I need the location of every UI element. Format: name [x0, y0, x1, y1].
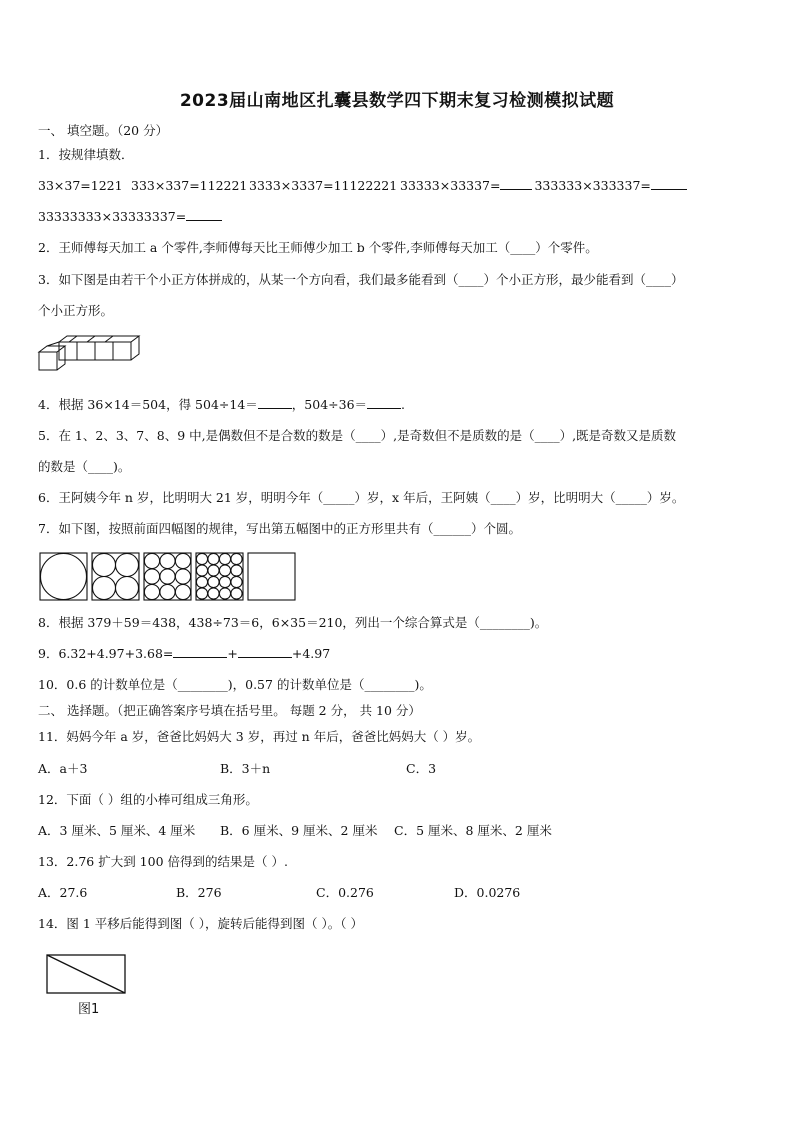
q4-blank-2[interactable]	[367, 396, 401, 409]
q9-blank-1[interactable]	[173, 645, 227, 658]
q1-blank-2[interactable]	[651, 177, 687, 190]
q9-blank-2[interactable]	[238, 645, 292, 658]
q9-part-a: 9．6.32+4.97+3.68=	[38, 646, 174, 661]
q1-sequence-2	[38, 208, 222, 226]
circle-pattern-figure	[39, 552, 297, 602]
q12-text: 12．下面（ ）组的小棒可组成三角形。	[38, 792, 258, 807]
q1-text: 1．按规律填数．	[38, 147, 134, 162]
q4-part-a: 4．根据 36×14＝504，得 504÷14＝	[38, 397, 258, 412]
q1-blank-1[interactable]	[500, 177, 532, 190]
q5-line2: 的数是（____)。	[38, 459, 131, 474]
q11-text: 11．妈妈今年 a 岁，爸爸比妈妈大 3 岁，再过 n 年后，爸爸比妈妈大（ ）岁。	[38, 729, 481, 744]
q10-text: 10．0.6 的计数单位是（________)，0.57 的计数单位是（________)。	[38, 677, 432, 692]
section1-heading: 一、 填空题。（20 分）	[38, 123, 169, 138]
q12-option-b[interactable]: B．6 厘米、9 厘米、2 厘米	[220, 823, 378, 838]
q1-seq-3: 3333×3337=11122221	[249, 178, 398, 193]
q11-option-b[interactable]: B．3＋n	[220, 761, 271, 776]
q13-text: 13．2.76 扩大到 100 倍得到的结果是（ ）.	[38, 854, 288, 869]
q13-option-a[interactable]: A．27.6	[38, 885, 88, 900]
q1-seq-1: 33×37=1221	[38, 178, 123, 193]
cube-stack-figure	[37, 334, 141, 374]
q1-seq-6: 33333333×33333337=	[38, 209, 187, 224]
q1-seq-2: 333×337=112221	[131, 178, 248, 193]
q8-text: 8．根据 379＋59＝438，438÷73＝6，6×35＝210，列出一个综合算式是（________)。	[38, 615, 548, 630]
q1-seq-4: 33333×33337=	[400, 178, 501, 193]
q6-text: 6．王阿姨今年 n 岁，比明明大 21 岁，明明今年（_____）岁，x 年后，王阿姨（____）岁，比明明大（_____）岁。	[38, 490, 685, 505]
section2-heading: 二、 选择题。（把正确答案序号填在括号里。 每题 2 分， 共 10 分）	[38, 703, 421, 718]
q9-text	[38, 645, 330, 663]
q2-text: 2．王师傅每天加工 a 个零件,李师傅每天比王师傅少加工 b 个零件,李师傅每天加工（____）个零件。	[38, 240, 598, 255]
q13-option-c[interactable]: C．0.276	[316, 885, 374, 900]
q7-text: 7．如下图，按照前面四幅图的规律，写出第五幅图中的正方形里共有（______）个圆。	[38, 521, 521, 536]
page-title: 2023届山南地区扎囊县数学四下期末复习检测模拟试题	[179, 91, 615, 111]
q12-option-c[interactable]: C．5 厘米、8 厘米、2 厘米	[394, 823, 552, 838]
q13-options	[38, 884, 520, 902]
q12-options	[38, 822, 552, 840]
q11-option-c[interactable]: C．3	[406, 761, 437, 776]
q11-option-a[interactable]: A．a＋3	[38, 761, 88, 776]
q13-option-b[interactable]: B．276	[176, 885, 222, 900]
q1-seq-5: 333333×333337=	[534, 178, 651, 193]
q12-option-a[interactable]: A．3 厘米、5 厘米、4 厘米	[38, 823, 196, 838]
q1-sequence	[38, 177, 687, 195]
q13-option-d[interactable]: D．0.0276	[454, 885, 521, 900]
figure-1-rectangle	[46, 954, 128, 996]
q11-options	[38, 760, 436, 778]
q9-part-b: +	[227, 646, 238, 661]
q4-part-c: .	[401, 397, 406, 412]
q4-text	[38, 396, 405, 414]
q14-text: 14．图 1 平移后能得到图（ ），旋转后能得到图（ ）。（ ）	[38, 916, 363, 931]
q3-line1: 3．如下图是由若干个小正方体拼成的，从某一个方向看，我们最多能看到（____）个小正方形，最少能看到（____）	[38, 272, 684, 287]
q1-blank-3[interactable]	[186, 208, 222, 221]
q9-part-c: +4.97	[291, 646, 331, 661]
figure-1-label: 图1	[78, 1002, 100, 1017]
q4-part-b: ，504÷36＝	[291, 397, 368, 412]
q5-line1: 5．在 1、2、3、7、8、9 中,是偶数但不是合数的数是（____）,是奇数但不是质数的是（____）,既是奇数又是质数	[38, 428, 677, 443]
q3-line2: 个小正方形。	[38, 303, 114, 318]
q4-blank-1[interactable]	[258, 396, 292, 409]
